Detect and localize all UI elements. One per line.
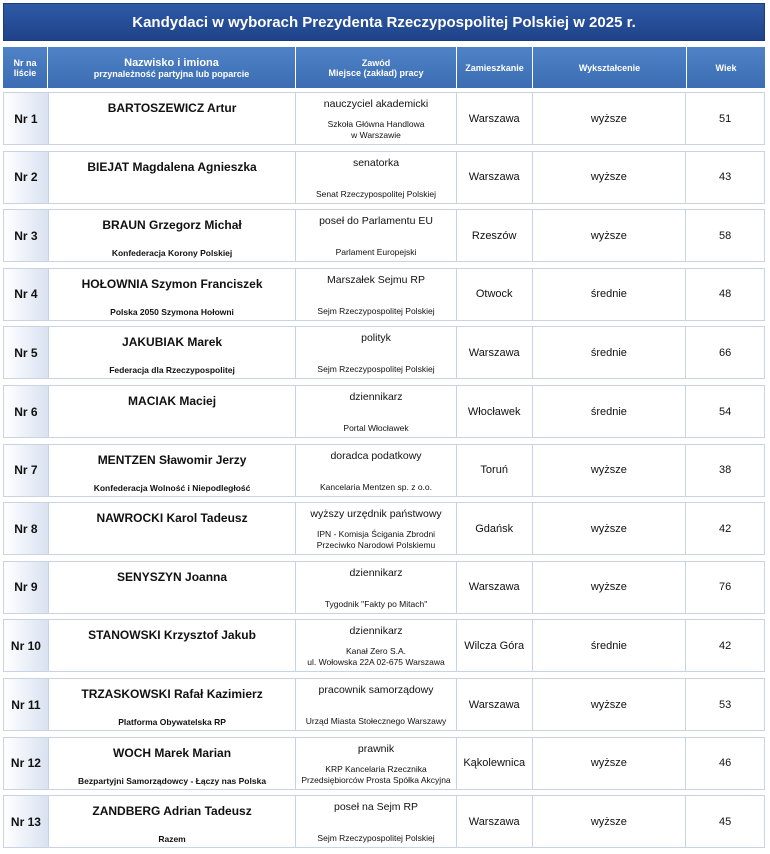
row-number: Nr 9 [4, 562, 49, 613]
candidate-residence: Otwock [457, 269, 533, 320]
job-cell [296, 93, 457, 144]
candidate-party: Konfederacja Wolność i Niepodległość [93, 482, 251, 493]
candidate-residence: Warszawa [457, 152, 533, 203]
candidate-workplace-line2: Tygodnik "Fakty po Mitach" [324, 598, 428, 609]
candidate-cell [49, 93, 296, 144]
candidate-education: wyższe [533, 738, 687, 789]
candidate-age: 76 [718, 581, 732, 594]
candidate-workplace-line2: Kancelaria Mentzen sp. z o.o. [320, 481, 432, 492]
header-nr-line1: Nr na [13, 57, 37, 68]
candidate-job: poseł na Sejm RP [333, 801, 419, 814]
candidate-name: SENYSZYN Joanna [117, 569, 228, 584]
candidate-party: Konfederacja Korony Polskiej [111, 248, 233, 259]
candidate-education: wyższe [533, 93, 687, 144]
candidate-party: Platforma Obywatelska RP [118, 717, 226, 727]
candidate-age: 45 [718, 815, 732, 828]
candidate-job: dziennikarz [349, 566, 403, 579]
candidate-name: TRZASKOWSKI Rafał Kazimierz [81, 687, 263, 701]
table-row [3, 444, 765, 497]
candidate-workplace [320, 471, 432, 493]
job-cell [296, 679, 457, 730]
candidate-cell [49, 796, 296, 847]
row-number: Nr 13 [4, 796, 49, 847]
candidate-workplace-line2: ul. Wołowska 22A 02-675 Warszawa [307, 657, 445, 668]
candidate-cell [49, 445, 296, 496]
candidate-job: poseł do Parlamentu EU [319, 215, 433, 228]
row-number: Nr 3 [4, 210, 49, 261]
candidate-age: 46 [718, 757, 732, 770]
job-cell [296, 620, 457, 671]
header-education [533, 47, 687, 88]
candidate-name: NAWROCKI Karol Tadeusz [96, 511, 248, 526]
candidate-age: 58 [718, 229, 732, 242]
candidate-job: prawnik [357, 742, 395, 755]
candidate-cell [49, 503, 296, 554]
candidate-education: wyższe [533, 503, 687, 554]
header-name-line2: przynależność partyjna lub poparcie [93, 68, 250, 79]
candidate-cell [49, 679, 296, 730]
row-number: Nr 8 [4, 503, 49, 554]
candidate-party: Razem [158, 834, 186, 845]
table-row [3, 326, 765, 379]
candidate-education: wyższe [533, 679, 687, 730]
table-row [3, 502, 765, 555]
table-row [3, 385, 765, 438]
candidate-education: wyższe [533, 152, 687, 203]
candidate-job: wyższy urzędnik państwowy [310, 508, 442, 521]
candidate-job: dziennikarz [349, 391, 403, 403]
candidate-cell [49, 738, 296, 789]
table-row [3, 619, 765, 672]
candidate-cell [49, 210, 296, 261]
candidate-party: Federacja dla Rzeczypospolitej [109, 365, 235, 376]
job-cell [296, 445, 457, 496]
candidate-job: doradca podatkowy [330, 449, 422, 462]
candidate-residence: Warszawa [457, 327, 533, 378]
candidate-name: BARTOSZEWICZ Artur [107, 101, 237, 115]
candidate-workplace-line2: Przedsiębiorców Prosta Spółka Akcyjna [301, 774, 451, 785]
candidate-workplace [343, 412, 408, 434]
candidate-workplace [336, 236, 417, 258]
candidate-workplace [325, 588, 427, 610]
header-name-line1: Nazwisko i imiona [124, 56, 219, 69]
candidate-education: wyższe [533, 562, 687, 613]
candidate-name: JAKUBIAK Marek [122, 335, 223, 350]
candidate-residence: Rzeszów [457, 210, 533, 261]
header-residence-label: Zamieszkanie [465, 62, 524, 73]
candidate-education: średnie [533, 327, 687, 378]
candidate-workplace [301, 764, 450, 786]
candidate-workplace-line2: Sejm Rzeczypospolitej Polskiej [317, 833, 435, 844]
candidate-age: 51 [718, 112, 732, 125]
candidate-workplace-line2: Parlament Europejski [335, 247, 417, 258]
candidate-cell [49, 327, 296, 378]
candidate-job: Marszałek Sejmu RP [326, 273, 426, 286]
job-cell [296, 327, 457, 378]
candidate-job: nauczyciel akademicki [323, 98, 429, 110]
candidate-education: wyższe [533, 210, 687, 261]
candidate-name: WOCH Marek Marian [113, 745, 232, 760]
header-nr [3, 47, 48, 88]
table-row [3, 561, 765, 614]
candidate-education: wyższe [533, 445, 687, 496]
candidate-cell [49, 386, 296, 437]
candidate-name: MACIAK Maciej [128, 394, 217, 408]
candidate-education: wyższe [533, 796, 687, 847]
candidate-workplace [306, 705, 446, 727]
candidate-age: 48 [718, 288, 732, 301]
row-number: Nr 1 [4, 93, 49, 144]
candidate-job: dziennikarz [349, 625, 403, 638]
candidate-name: BIEJAT Magdalena Agnieszka [87, 159, 257, 174]
header-job [296, 47, 457, 88]
candidate-name: BRAUN Grzegorz Michał [102, 218, 242, 233]
candidate-age: 66 [718, 346, 732, 359]
candidate-residence: Toruń [457, 445, 533, 496]
row-number: Nr 7 [4, 445, 49, 496]
candidate-workplace-line2: Senat Rzeczypospolitej Polskiej [316, 188, 437, 199]
candidate-age: 54 [718, 405, 732, 418]
row-number: Nr 5 [4, 327, 49, 378]
candidate-workplace [328, 119, 425, 141]
table-row [3, 92, 765, 145]
job-cell [296, 796, 457, 847]
candidate-residence: Warszawa [457, 796, 533, 847]
job-cell [296, 210, 457, 261]
row-number: Nr 6 [4, 386, 49, 437]
row-number: Nr 10 [4, 620, 49, 671]
header-education-label: Wykształcenie [578, 62, 641, 73]
table-row [3, 737, 765, 790]
candidate-workplace-line1: KRP Kancelaria Rzecznika [325, 763, 427, 774]
job-cell [296, 386, 457, 437]
candidate-workplace-line1: IPN - Komisja Ścigania Zbrodni [316, 529, 436, 540]
candidate-education: średnie [533, 269, 687, 320]
candidate-job: pracownik samorządowy [318, 684, 434, 696]
candidate-age: 42 [718, 639, 732, 652]
job-cell [296, 738, 457, 789]
candidate-workplace-line2: Urząd Miasta Stołecznego Warszawy [305, 716, 447, 726]
candidate-cell [49, 269, 296, 320]
header-job-line2: Miejsce (zakład) pracy [328, 67, 424, 78]
candidate-residence: Warszawa [457, 562, 533, 613]
candidate-age: 43 [718, 171, 732, 184]
job-cell [296, 562, 457, 613]
row-number: Nr 4 [4, 269, 49, 320]
candidate-name: HOŁOWNIA Szymon Franciszek [81, 276, 263, 291]
table-header [3, 47, 765, 88]
candidate-name: STANOWSKI Krzysztof Jakub [88, 628, 256, 643]
header-residence [457, 47, 533, 88]
candidate-residence: Warszawa [457, 679, 533, 730]
candidate-age: 38 [718, 464, 732, 477]
candidate-age: 53 [718, 698, 732, 711]
candidate-residence: Wilcza Góra [457, 620, 533, 671]
candidate-workplace [317, 529, 436, 551]
candidate-workplace-line1: Kanał Zero S.A. [346, 646, 407, 657]
candidate-workplace-line2: w Warszawie [351, 130, 401, 140]
table-title: Kandydaci w wyborach Prezydenta Rzeczypospolitej Polskiej w 2025 r. [3, 3, 765, 41]
row-number: Nr 12 [4, 738, 49, 789]
candidate-party: Polska 2050 Szymona Hołowni [110, 306, 234, 317]
candidate-job: senatorka [352, 156, 400, 169]
table-row [3, 795, 765, 848]
candidate-name: MENTZEN Sławomir Jerzy [97, 452, 247, 467]
table-row [3, 678, 765, 731]
candidate-residence: Warszawa [457, 93, 533, 144]
candidate-workplace-line2: Portal Włocławek [343, 423, 409, 433]
row-number: Nr 11 [4, 679, 49, 730]
header-job-line1: Zawód [361, 57, 391, 68]
header-age [687, 47, 765, 88]
candidate-cell [49, 152, 296, 203]
job-cell [296, 269, 457, 320]
job-cell [296, 152, 457, 203]
candidate-workplace-line1: Szkoła Główna Handlowa [327, 119, 425, 129]
header-name [48, 47, 296, 88]
candidate-residence: Włocławek [457, 386, 533, 437]
candidate-workplace-line2: Przeciwko Narodowi Polskiemu [316, 540, 436, 551]
table-row [3, 151, 765, 204]
candidate-workplace [317, 822, 434, 844]
candidate-education: średnie [533, 386, 687, 437]
candidate-workplace [307, 646, 444, 668]
row-number: Nr 2 [4, 152, 49, 203]
candidate-job: polityk [361, 332, 391, 345]
candidate-cell [49, 562, 296, 613]
header-nr-line2: liście [13, 67, 37, 78]
candidate-age: 42 [718, 522, 732, 535]
candidate-workplace-line2: Sejm Rzeczypospolitej Polskiej [317, 364, 435, 375]
table-row [3, 268, 765, 321]
candidate-workplace-line2: Sejm Rzeczypospolitej Polskiej [317, 305, 435, 316]
header-age-label: Wiek [715, 62, 737, 73]
candidate-workplace [317, 295, 434, 317]
candidate-residence: Kąkolewnica [457, 738, 533, 789]
table-row [3, 209, 765, 262]
candidate-education: średnie [533, 620, 687, 671]
candidate-workplace [317, 353, 434, 375]
candidate-party: Bezpartyjni Samorządowcy - Łączy nas Polska [78, 775, 267, 786]
candidate-name: ZANDBERG Adrian Tadeusz [92, 804, 252, 819]
job-cell [296, 503, 457, 554]
candidate-cell [49, 620, 296, 671]
candidate-workplace [316, 178, 436, 200]
candidate-residence: Gdańsk [457, 503, 533, 554]
